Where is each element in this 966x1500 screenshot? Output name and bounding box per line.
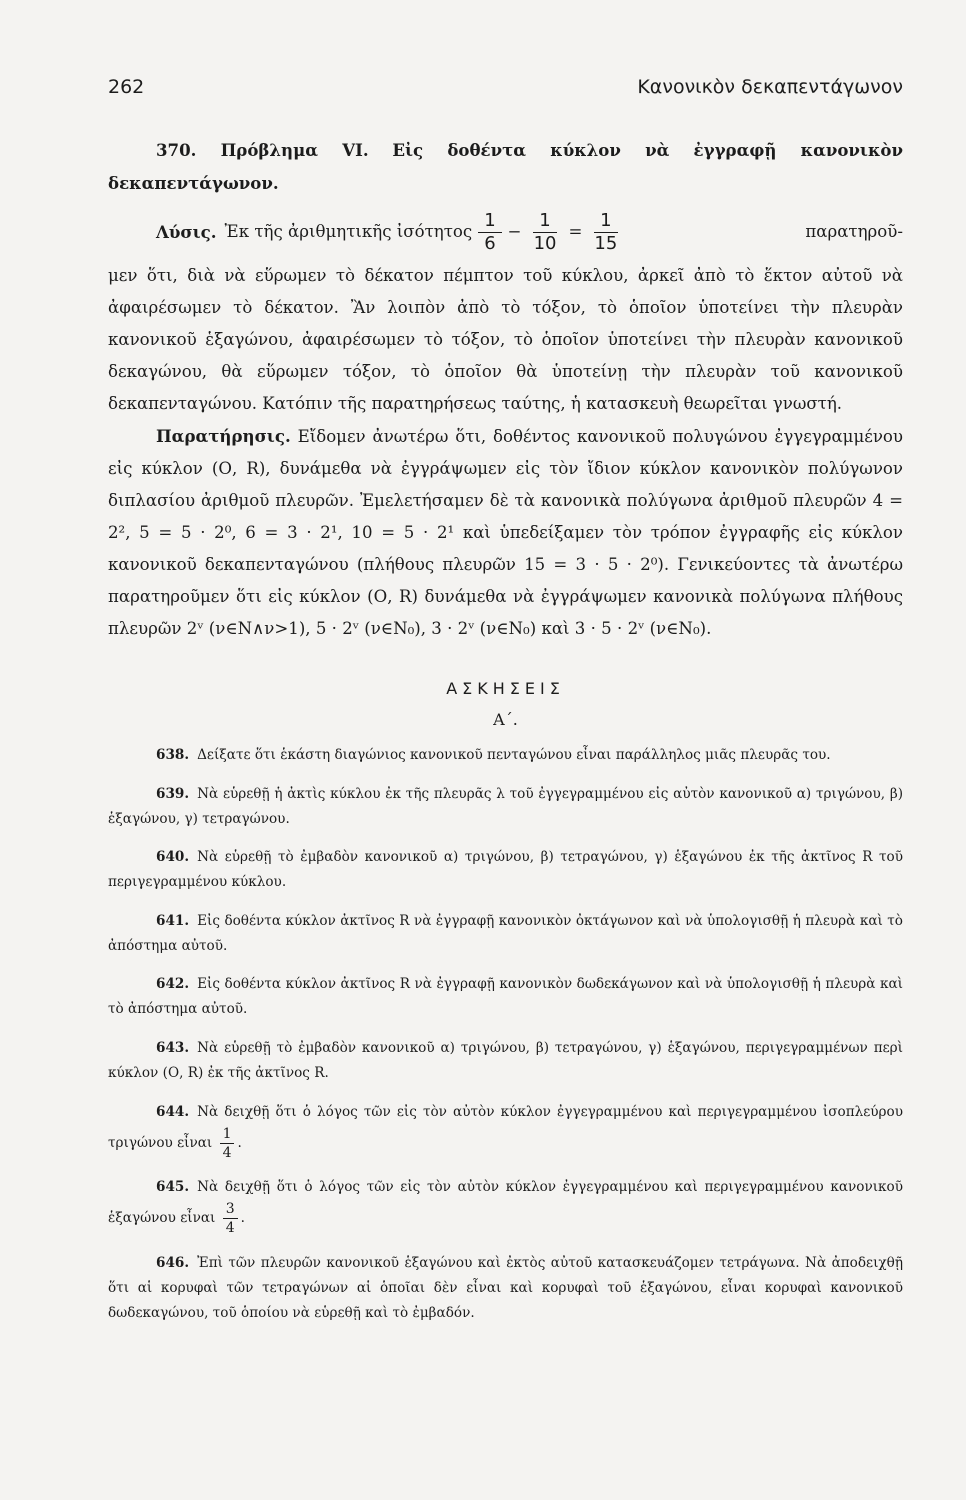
- exercise-item: 638. Δείξατε ὅτι ἑκάστη διαγώνιος κανονικοῦ πενταγώνου εἶναι παράλληλος μιᾶς πλευρᾶς του.: [156, 747, 831, 763]
- page-header: [108, 76, 903, 106]
- remark-paragraph: [108, 420, 903, 645]
- exercise-item: 640. Νὰ εὑρεθῇ τὸ ἐμβαδὸν κανονικοῦ α) τριγώνου, β) τετραγώνου, γ) ἑξαγώνου ἐκ τῆς ἀκτῖνος R τοῦ περιγεγραμμένου κύκλου.: [108, 849, 903, 891]
- exercise-item: 646. Ἐπὶ τῶν πλευρῶν κανονικοῦ ἑξαγώνου καὶ ἐκτὸς αὐτοῦ κατασκευάζομεν τετράγωνα. Νὰ ἀποδειχθῇ ὅτι αἱ κορυφαὶ τῶν τετραγώνων αἱ ὁποῖαι δὲν εἶναι καὶ κορυφαὶ τοῦ ἑξαγώνου, εἶναι κορυφαὶ κανονικοῦ δωδεκαγώνου, τοῦ ὁποίου νὰ εὑρεθῇ καὶ τὸ ἐμβαδόν.: [108, 1254, 903, 1321]
- remark-text: Εἴδομεν ἀνωτέρω ὅτι, δοθέντος κανονικοῦ πολυγώνου ἐγγεγραμμένου εἰς κύκλον (Ο, R), δυνάμεθα νὰ ἐγγράψωμεν εἰς τὸν ἴδιον κύκλον κανονικὸν πολύγωνον διπλασίου ἀριθμοῦ πλευρῶν. Ἐμελετήσαμεν δὲ τὰ κανονικὰ πολύγωνα ἀριθμοῦ πλευρῶν 4 = 2², 5 = 5 · 2⁰, 6 = 3 · 2¹, 10 = 5 · 2¹ καὶ ὑπεδείξαμεν τὸν τρόπον ἐγγραφῆς εἰς κύκλον κανονικοῦ δεκαπενταγώνου (πλήθους πλευρῶν 15 = 3 · 5 · 2⁰). Γενικεύοντες τὰ ἀνωτέρω παρατηροῦμεν ὅτι εἰς κύκλον (Ο, R) δυνάμεθα νὰ ἐγγράψωμεν κανονικὰ πολύγωνα πλήθους πλευρῶν 2ᵛ (ν∈Ν∧ν>1), 5 · 2ᵛ (ν∈Ν₀), 3 · 2ᵛ (ν∈Ν₀) καὶ 3 · 5 · 2ᵛ (ν∈Ν₀).: [108, 427, 903, 638]
- exercises-title: ΑΣΚΗΣΕΙΣ: [446, 679, 565, 698]
- fraction-three-quarters: $\frac{3}{4}$: [223, 1200, 238, 1237]
- problem-text: Εἰς δοθέντα κύκλον νὰ ἐγγραφῇ κανονικὸν δεκαπεντάγωνον.: [108, 140, 903, 193]
- fraction-one-sixth: $\frac{1}{6}$: [478, 210, 501, 255]
- fraction-one-quarter: $\frac{1}{4}$: [220, 1125, 235, 1162]
- exercise-item: 644. Νὰ δειχθῇ ὅτι ὁ λόγος τῶν εἰς τὸν αὐτὸν κύκλον ἐγγεγραμμένου καὶ περιγεγραμμένου ἰσοπλεύρου τριγώνου εἶναι $\frac{1}{4}$ .: [108, 1103, 903, 1161]
- equals-sign: =: [568, 222, 583, 241]
- exercise-item: 639. Νὰ εὑρεθῇ ἡ ἀκτὶς κύκλου ἐκ τῆς πλευρᾶς λ τοῦ ἐγγεγραμμένου εἰς αὐτὸν κανονικοῦ α) τριγώνου, β) ἑξαγώνου, γ) τετραγώνου.: [108, 785, 903, 827]
- exercise-item: 643. Νὰ εὑρεθῇ τὸ ἐμβαδὸν κανονικοῦ α) τριγώνου, β) τετραγώνου, γ) ἑξαγώνου, περιγεγραμμένων περὶ κύκλον (Ο, R) ἐκ τῆς ἀκτῖνος R.: [108, 1039, 903, 1081]
- exercises-subtitle: Α΄.: [493, 710, 518, 729]
- problem-label: 370. Πρόβλημα VI.: [156, 140, 369, 160]
- solution-tail-word: παρατηροῦ-: [805, 222, 903, 241]
- problem-statement: [108, 134, 903, 200]
- running-title: Κανονικὸν δεκαπεντάγωνον: [637, 76, 903, 98]
- solution-equation-line: [108, 204, 903, 260]
- exercise-item: 641. Εἰς δοθέντα κύκλον ἀκτῖνος R νὰ ἐγγραφῇ κανονικὸν ὀκτάγωνον καὶ νὰ ὑπολογισθῇ ἡ πλευρὰ καὶ τὸ ἀπόστημα αὐτοῦ.: [108, 912, 903, 954]
- exercise-item: 645. Νὰ δειχθῇ ὅτι ὁ λόγος τῶν εἰς τὸν αὐτὸν κύκλον ἐγγεγραμμένου καὶ περιγεγραμμένου κανονικοῦ ἑξαγώνου εἶναι $\frac{3}{4}$ .: [108, 1179, 903, 1237]
- fraction-one-fifteenth: $\frac{1}{15}$: [594, 209, 618, 254]
- remark-label: Παρατήρησις.: [156, 426, 291, 446]
- page-number: 262: [108, 76, 145, 98]
- main-text: [108, 134, 903, 645]
- solution-lead: Ἐκ τῆς ἀριθμητικῆς ἰσότητος: [224, 222, 473, 241]
- solution-body: μεν ὅτι, διὰ νὰ εὕρωμεν τὸ δέκατον πέμπτον τοῦ κύκλου, ἀρκεῖ ἀπὸ τὸ ἕκτον αὐτοῦ νὰ ἀφαιρέσωμεν τὸ δέκατον. Ἂν λοιπὸν ἀπὸ τὸ τόξον, τὸ ὁποῖον ὑποτείνει τὴν πλευρὰν κανονικοῦ ἑξαγώνου, ἀφαιρέσωμεν τὸ τόξον, τὸ ὁποῖον ὑποτείνει τὴν πλευρὰν κανονικοῦ δεκαγώνου, θὰ εὕρωμεν τόξον, τὸ ὁποῖον θὰ ὑποτείνῃ τὴν πλευρὰν τοῦ κανονικοῦ δεκαπενταγώνου. Κατόπιν τῆς παρατηρήσεως ταύτης, ἡ κατασκευὴ θεωρεῖται γνωστή.: [108, 266, 903, 413]
- fraction-one-tenth: $\frac{1}{10}$: [533, 209, 557, 254]
- exercise-item: 642. Εἰς δοθέντα κύκλον ἀκτῖνος R νὰ ἐγγραφῇ κανονικὸν δωδεκάγωνον καὶ νὰ ὑπολογισθῇ ἡ πλευρὰ καὶ τὸ ἀπόστημα αὐτοῦ.: [108, 976, 903, 1018]
- solution-label: Λύσις.: [156, 222, 217, 242]
- exercise-list: [108, 743, 903, 1326]
- minus-sign: −: [507, 222, 522, 241]
- page: [108, 76, 903, 1334]
